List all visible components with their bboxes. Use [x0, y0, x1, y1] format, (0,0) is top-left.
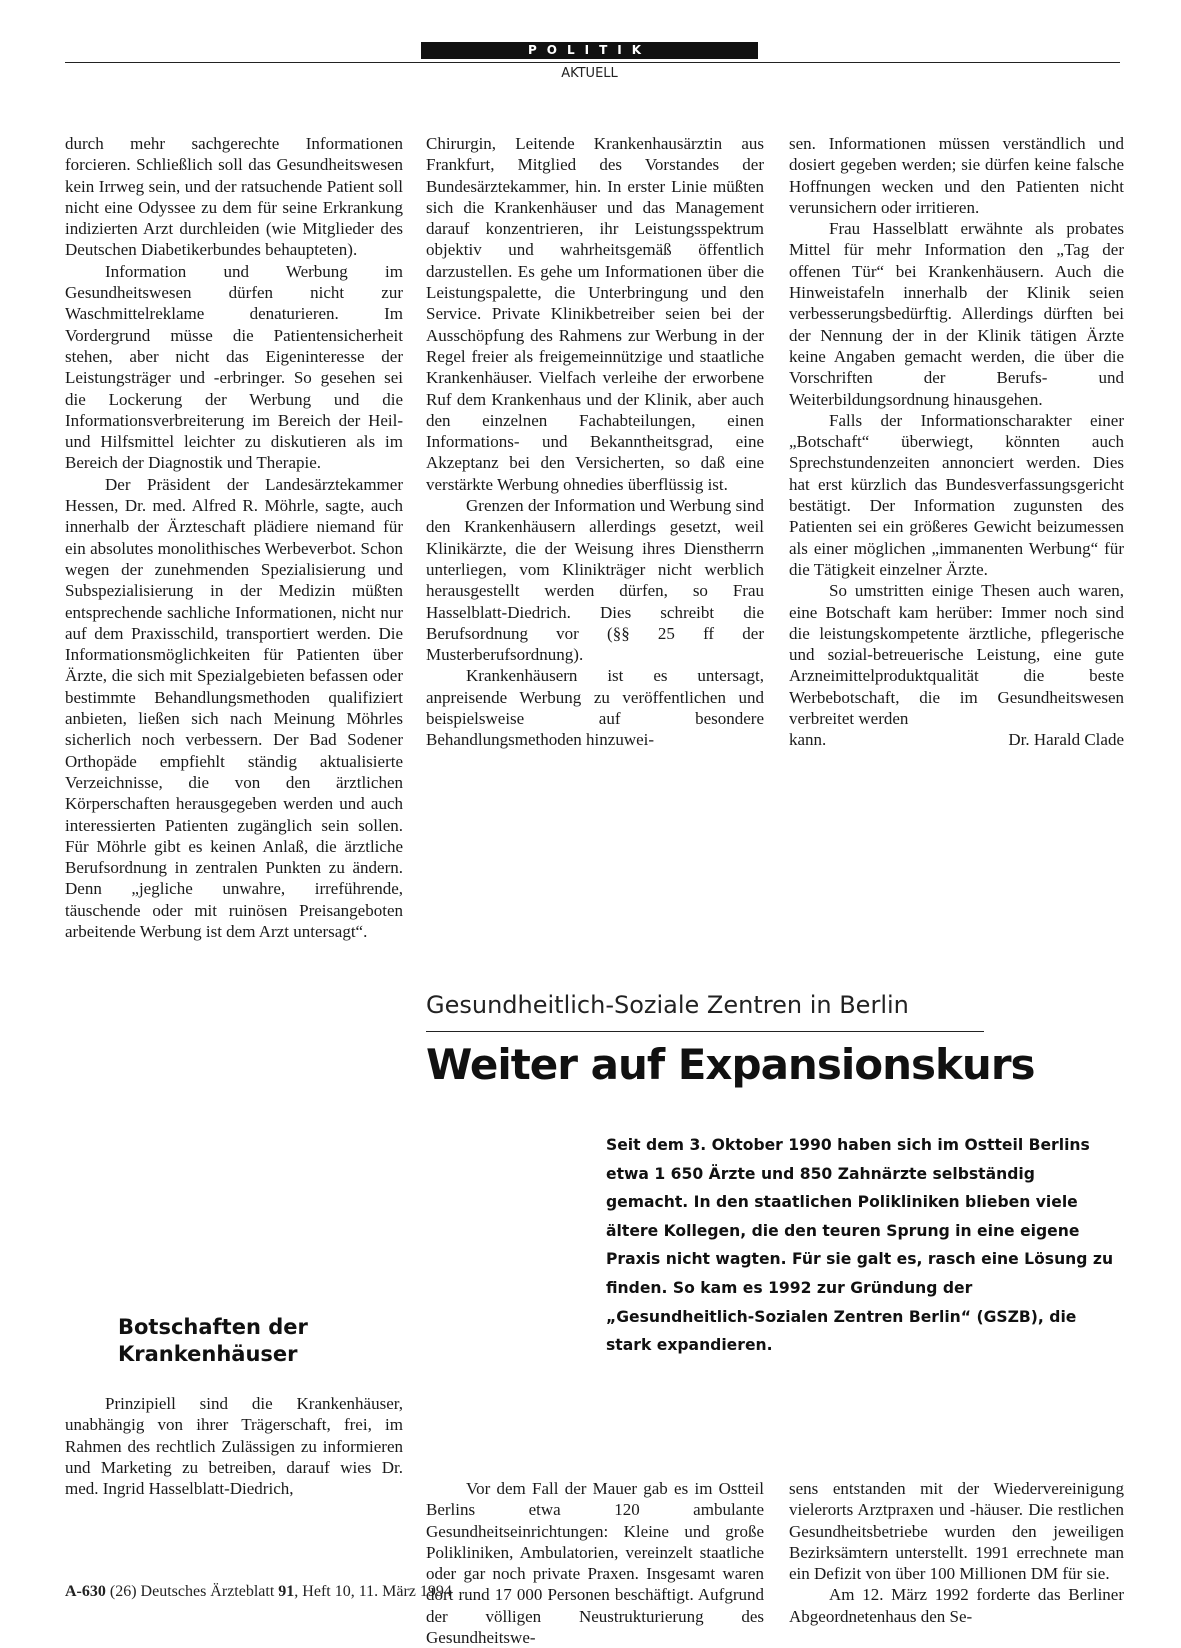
paragraph: Frau Hasselblatt erwähnte als probates Mittel für mehr Information den „Tag der offenen Tür“ bei Krankenhäusern. Auch die Hinweistafeln innerhalb der Klinik seien verbesserungsbedürftig. Allerdings dürften bei der Nennung der in der Klinik tätigen Ärzte keine Angaben gemacht werden, die über die Vorschriften der Berufs- und Weiterbildungsordnung hinausgehen.: [789, 219, 1124, 409]
paragraph: So umstritten einige Thesen auch waren, eine Botschaft kam herüber: Immer noch sind die leistungskompetente ärztliche, pflegerische und sozial-betreuerische Leistung, eine gute Arzneimittelproduktqualität die beste Werbebotschaft, die im Gesundheitswesen verbreitet werden: [789, 581, 1124, 729]
paragraph: Falls der Informationscharakter einer „Botschaft“ überwiegt, könnten auch Sprechstundenzeiten annonciert werden. Dies hat erst kürzlich das Bundesverfassungsgericht bestätigt. Der Information zugunsten des Patienten sei ein größeres Gewicht beizumessen als einer möglichen „immanenten Werbung“ für die Tätigkeit einzelner Ärzte.: [789, 410, 1124, 579]
paragraph: Grenzen der Information und Werbung sind den Krankenhäusern allerdings gesetzt, weil Klinikärzte, die der Weisung ihres Dienstherrn unterliegen, vom Klinikträger nicht werblich herausgestellt werden dürfen, so Frau Hasselblatt-Diedrich. Dies schreibt die Berufsordnung vor (§§ 25 ff der Musterberufsordnung).: [426, 496, 764, 665]
subheading: Botschaften der Krankenhäuser: [118, 1315, 308, 1366]
journal-name: (26) Deutsches Ärzteblatt: [109, 1583, 275, 1600]
kicker-rule: [426, 1031, 984, 1032]
issue-date: , Heft 10, 11. März 1994: [294, 1583, 452, 1600]
author-name: Dr. Harald Clade: [1008, 730, 1124, 750]
article2-column-a: [426, 1478, 764, 1648]
paragraph: Der Präsident der Landesärztekammer Hessen, Dr. med. Alfred R. Möhrle, sagte, auch innerhalb der Ärzteschaft plädiere niemand für ein absolutes monolithisches Werbeverbot. Schon wegen der zunehmenden Spezialisierung und Subspezialisierung in der Medizin müßten entsprechende sachliche Informationen, nicht nur auf dem Praxisschild, transportiert werden. Die Informationsmöglichkeiten für Patienten über Ärzte, die sich mit Spezialgebieten befassen oder bestimmte Behandlungsmethoden qualifiziert anbieten, ließen sich nach Meinung Möhrles sicherlich noch verbessern. Der Bad Sodener Orthopäde empfiehlt ständig aktualisierte Verzeichnisse, die von den ärztlichen Körperschaften herausgegeben werden und auch interessierten Patienten zugänglich sein sollen. Für Möhrle gibt es keinen Anlaß, die ärztliche Berufsordnung in zentralen Punkten zu ändern. Denn „jegliche unwahre, irreführende, täuschende oder mit ruinösen Preisangeboten arbeitende Werbung ist dem Arzt untersagt“.: [65, 474, 403, 941]
paragraph: Chirurgin, Leitende Krankenhausärztin aus Frankfurt, Mitglied des Vorstandes der Bundesärztekammer, hin. In erster Linie müßten sich die Krankenhäuser und das Management darauf konzentrieren, ihr Leistungsspektrum objektiv und wahrheitsgemäß öffentlich darzustellen. Es gehe um Informationen über die Leistungspalette, die Unterbringung und den Service. Private Klinikbetreiber seien bei der Ausschöpfung des Rahmens zur Werbung in der Regel freier als freigemeinnützige und staatliche Krankenhäuser. Vielfach verleihe der erworbene Ruf dem Krankenhaus und der Klinik, aber auch den einzelnen Fachabteilungen, einen Informations- und Bekanntheitsgrad, eine Akzeptanz bei den Versicherten, so daß eine verstärkte Werbung ohnedies überflüssig ist.: [426, 134, 764, 494]
paragraph-end: kann.: [789, 730, 827, 750]
article-kicker: Gesundheitlich-Soziale Zentren in Berlin: [426, 991, 909, 1019]
paragraph: sen. Informationen müssen verständlich und dosiert gegeben werden; sie dürfen keine falsche Hoffnungen wecken und den Patienten nicht verunsichern oder irritieren.: [789, 134, 1124, 217]
article-lead: Seit dem 3. Oktober 1990 haben sich im Ostteil Berlins etwa 1 650 Ärzte und 850 Zahnärzte selbständig gemacht. In den staatlichen Polikliniken blieben viele ältere Kollegen, die den teuren Sprung in eine eigene Praxis nicht wagten. Für sie galt es, rasch eine Lösung zu finden. So kam es 1992 zur Gründung der „Gesundheitlich-Sozialen Zentren Berlin“ (GSZB), die stark expandieren.: [606, 1136, 1114, 1355]
header-rule: [65, 62, 1120, 63]
paragraph: durch mehr sachgerechte Informationen forcieren. Schließlich soll das Gesundheitswesen kein Irrweg sein, und der ratsuchende Patient soll nicht eine Odyssee zu dem für seine Erkrankung indizierten Arzt durchleiden (wie Mitglieder des Deutschen Diabetikerbundes behaupteten).: [65, 134, 403, 260]
column-3: [789, 133, 1124, 751]
subsection-label: AKTUELL: [561, 66, 618, 81]
column-1: [65, 133, 403, 942]
article2-column-b: [789, 1478, 1124, 1627]
paragraph: Vor dem Fall der Mauer gab es im Ostteil Berlins etwa 120 ambulante Gesundheitseinrichtungen: Kleine und große Polikliniken, Ambulatorien, vereinzelt staatliche oder gar noch private Praxen. Insgesamt waren dort rund 17 000 Personen beschäftigt. Aufgrund der völligen Neustrukturierung des Gesundheitswe-: [426, 1479, 764, 1648]
column-2: [426, 133, 764, 751]
page-footer: [65, 1583, 765, 1601]
column-1-bottom: [65, 1393, 403, 1499]
page-number: A-630: [65, 1583, 106, 1600]
article-headline: Weiter auf Expansionskurs: [426, 1040, 1035, 1089]
signature-line: [789, 729, 1124, 750]
paragraph: Am 12. März 1992 forderte das Berliner Abgeordnetenhaus den Se-: [789, 1585, 1124, 1626]
paragraph: Prinzipiell sind die Krankenhäuser, unabhängig von ihrer Trägerschaft, frei, im Rahmen des rechtlich Zulässigen zu informieren und Marketing zu betreiben, darauf wies Dr. med. Ingrid Hasselblatt-Diedrich,: [65, 1394, 403, 1499]
paragraph: Krankenhäusern ist es untersagt, anpreisende Werbung zu veröffentlichen und beispielsweise auf besondere Behandlungsmethoden hinzuwei-: [426, 666, 764, 750]
paragraph: sens entstanden mit der Wiedervereinigung vielerorts Arztpraxen und -häuser. Die restlichen Gesundheitsbetriebe wurden den jeweiligen Bezirksämtern unterstellt. 1991 errechnete man ein Defizit von über 100 Millionen DM für sie.: [789, 1479, 1124, 1584]
section-label: POLITIK: [421, 42, 758, 59]
paragraph: Information und Werbung im Gesundheitswesen dürfen nicht zur Waschmittelreklame denaturieren. Im Vordergrund müsse die Patientensicherheit stehen, aber nicht das Eigeninteresse der Leistungsträger und -erbringer. So gesehen sei die Lockerung der Werbung und die Informationsverbreiterung im Bereich der Heil- und Hilfsmittel leichter zu diskutieren als im Bereich der Diagnostik und Therapie.: [65, 261, 403, 473]
volume-number: 91: [278, 1583, 295, 1600]
